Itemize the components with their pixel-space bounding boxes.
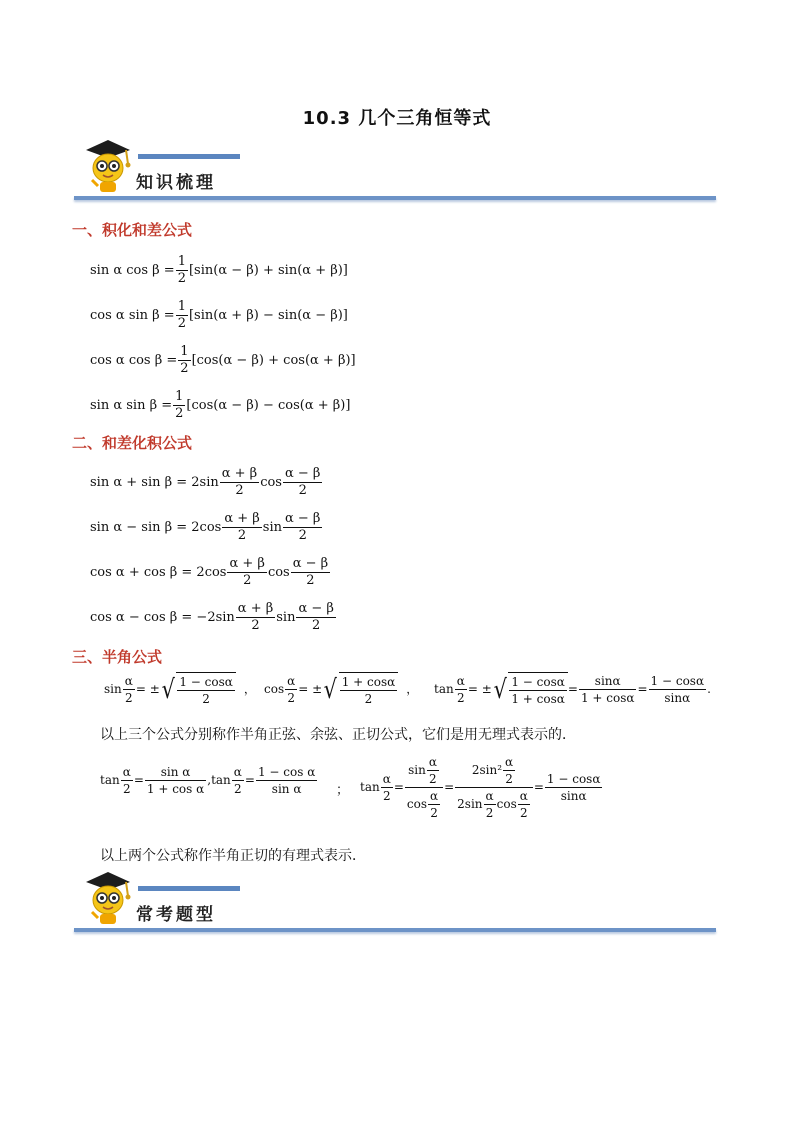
section-heading-half-angle: 三、半角公式 [72,648,163,666]
banner-accent-line [138,886,240,891]
formula-sum-to-product-1: sin α + sin β = 2sin $\frac{\alpha + \beta}{2}$ cos $\frac{\alpha - \beta}{2}$ [90,466,321,498]
formula-product-to-sum-3: cos α cos β = $\frac{1}{2}$ [cos(α − β) + cos(α + β)] [90,344,356,376]
formula-sum-to-product-4: cos α − cos β = −2sin $\frac{\alpha + \beta}{2}$ sin $\frac{\alpha - \beta}{2}$ [90,601,334,633]
mascot-icon [78,868,132,926]
formula-half-angle-sin: sin $\frac{\alpha}{2}$ = ±√ $\frac{1 - \cos\alpha}{2}$ ， [104,674,256,706]
mascot-icon [78,136,132,194]
formula-half-angle-cos: cos $\frac{\alpha}{2}$ = ±√ $\frac{1 + \cos\alpha}{2}$ ， [264,674,419,706]
formula-sum-to-product-2: sin α − sin β = 2cos $\frac{\alpha + \beta}{2}$ sin $\frac{\alpha - \beta}{2}$ [90,511,321,543]
banner-label: 常考题型 [136,905,216,925]
formula-half-angle-tan-derivation: tan $\frac{\alpha}{2}$ = sin $\frac{\alpha}{2}$ cos $\frac{\alpha}{2}$ = 2sin² $\frac{\alpha}{2}$ 2sin $\frac{\alpha}{2}$ cos $\frac{\alpha}{2}$ = $\frac{1 - \cos\alpha}{\sin\alpha}$ [360,755,601,820]
banner-divider [74,928,716,932]
formula-product-to-sum-1: sin α cos β = $\frac{1}{2}$ [sin(α − β) + sin(α + β)] [90,254,348,286]
section-heading-sum-to-product: 二、和差化积公式 [72,434,193,452]
formula-separator: ； [336,783,350,798]
banner-label: 知识梳理 [136,173,216,193]
section-heading-product-to-sum: 一、积化和差公式 [72,221,193,239]
banner-divider [74,196,716,200]
formula-half-angle-tan: tan $\frac{\alpha}{2}$ = ±√ $\frac{1 - \cos\alpha}{1 + \cos\alpha}$ = $\frac{\sin\alpha}{1 + \cos\alpha}$ = $\frac{1 - \cos\alpha}{\sin\alpha}$ . [434,674,711,706]
formula-product-to-sum-2: cos α sin β = $\frac{1}{2}$ [sin(α + β) − sin(α − β)] [90,299,348,331]
page-title: 10.3 几个三角恒等式 [302,108,492,129]
section-banner-common-types [72,872,716,938]
note-rational-forms: 以上两个公式称作半角正切的有理式表示． [100,848,366,864]
formula-sum-to-product-3: cos α + cos β = 2cos $\frac{\alpha + \beta}{2}$ cos $\frac{\alpha - \beta}{2}$ [90,556,329,588]
formula-product-to-sum-4: sin α sin β = $\frac{1}{2}$ [cos(α − β) − cos(α + β)] [90,389,351,421]
note-irrational-forms: 以上三个公式分别称作半角正弦、余弦、正切公式，它们是用无理式表示的． [100,727,576,743]
formula-half-angle-tan-rational: tan $\frac{\alpha}{2}$ = $\frac{\text{sin α}}{\text{1 + cos α}}$ ,tan $\frac{\alpha}{2}$ = $\frac{\text{1 − cos α}}{\text{sin α}}$ [100,765,316,796]
section-banner-knowledge [72,140,716,206]
banner-accent-line [138,154,240,159]
